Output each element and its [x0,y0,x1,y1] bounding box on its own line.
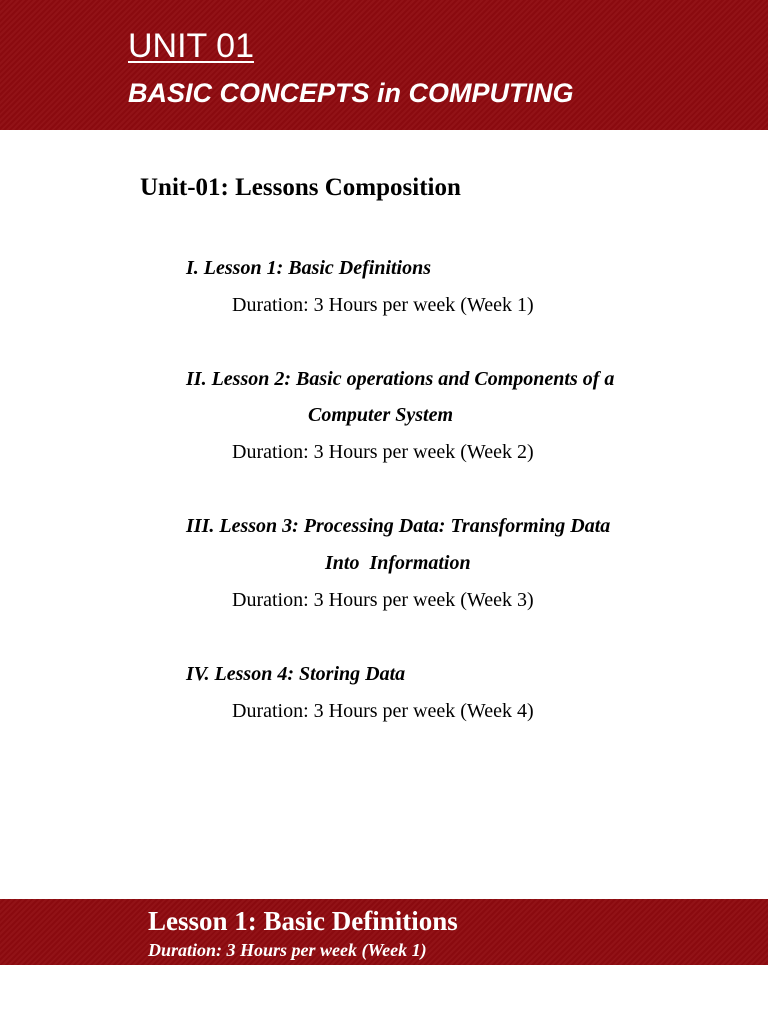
lesson-3-title-continued: Into Information [325,552,471,574]
lesson-3-duration: Duration: 3 Hours per week (Week 3) [232,589,534,611]
lesson-1-duration: Duration: 3 Hours per week (Week 1) [232,294,534,316]
lessons-composition-heading: Unit-01: Lessons Composition [140,174,461,201]
unit-title: UNIT 01 [128,27,254,65]
lesson-4-title: IV. Lesson 4: Storing Data [186,663,406,685]
lesson-1-title: I. Lesson 1: Basic Definitions [186,257,432,279]
lesson-banner-title: Lesson 1: Basic Definitions [148,906,458,936]
lesson-2-duration: Duration: 3 Hours per week (Week 2) [232,441,534,463]
lesson-banner-duration: Duration: 3 Hours per week (Week 1) [148,940,427,960]
unit-header-banner [0,0,768,130]
lesson-3-title: III. Lesson 3: Processing Data: Transforming Data [186,515,611,537]
lesson-2-title-continued: Computer System [308,404,454,426]
lesson-4-duration: Duration: 3 Hours per week (Week 4) [232,700,534,722]
lesson-2-title: II. Lesson 2: Basic operations and Components of a [186,368,615,390]
unit-subtitle: BASIC CONCEPTS in COMPUTING [128,78,574,108]
